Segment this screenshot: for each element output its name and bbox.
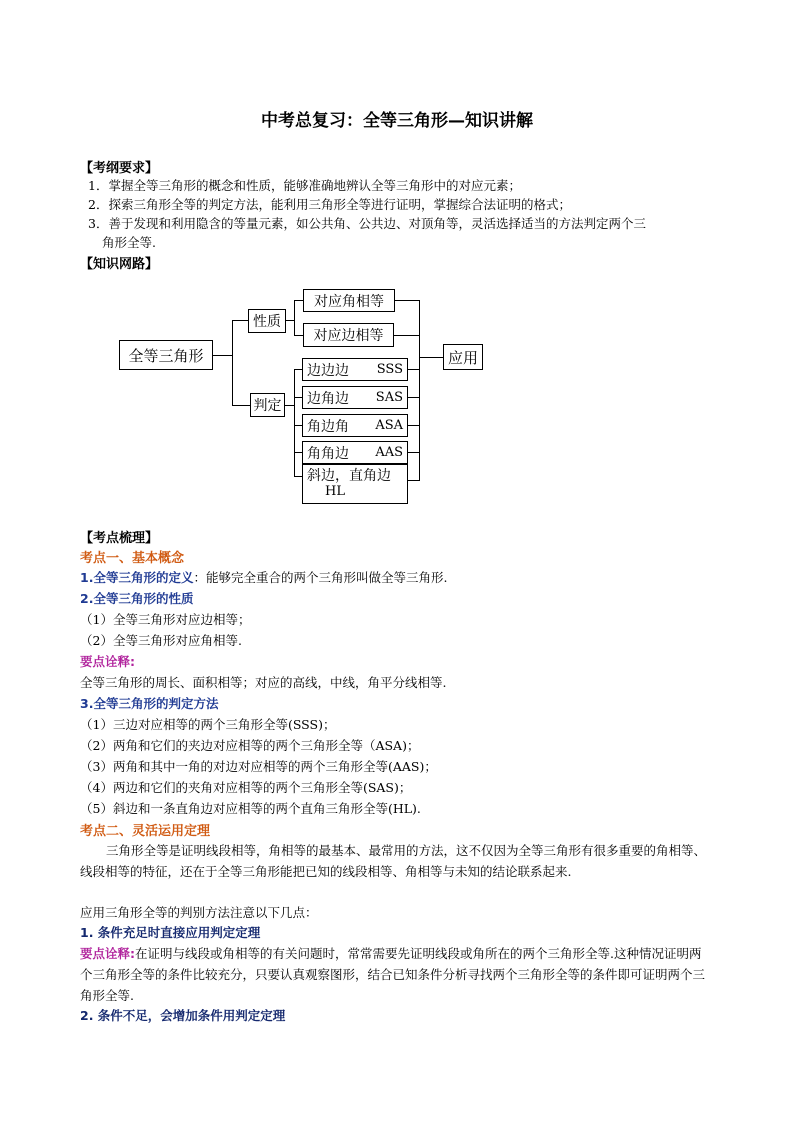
judge-item: （3）两角和其中一角的对边对应相等的两个三角形全等(AAS)； [80,759,437,774]
det-item-box [302,441,408,464]
det-item-code: ASA [375,418,403,433]
connector [419,357,443,358]
section-network: 【知识网路】 [80,257,159,272]
prop-item-box: 对应边相等 [303,323,394,347]
connector [285,405,294,406]
det-item-label: 边角边 [307,390,349,407]
kp1-heading: 考点一、基本概念 [80,551,185,566]
connector [232,405,250,406]
kp2-item-1: 1. 条件充足时直接应用判定定理 [80,925,261,940]
det-item-code: HL [325,484,345,499]
section-syllabus: 【考纲要求】 [80,161,159,176]
connector [232,320,248,321]
det-item-label: 斜边，直角边 [307,468,391,484]
connector [419,300,420,481]
det-item-label: 角边角 [307,418,349,435]
kp2-heading: 考点二、灵活运用定理 [80,824,211,839]
connector [294,369,302,370]
judge-heading: 3.全等三角形的判定方法 [80,696,219,711]
judge-item: （5）斜边和一条直角边对应相等的两个直角三角形全等(HL). [80,801,421,816]
connector [294,300,303,301]
connector [232,320,233,405]
judge-item: （1）三边对应相等的两个三角形全等(SSS)； [80,717,336,732]
connector [286,320,294,321]
definition-text: ：能够完全重合的两个三角形叫做全等三角形. [193,570,448,585]
kp2-note [80,943,712,1006]
note-label: 要点诠释: [80,946,135,961]
det-item-code: SAS [375,390,403,405]
connector [408,397,419,398]
det-item-code: SSS [376,362,403,377]
connector [213,355,232,356]
note-text: 在证明与线段或角相等的有关问题时，常常需要先证明线段或角所在的两个三角形全等.这种情况证明两个三角形全等的条件比较充分，只要认真观察图形，结合已知条件分析寻找两个三角形全等的条件即可证明两个三角形全等. [80,946,706,1003]
connector [395,300,419,301]
det-item-label: 角角边 [307,445,349,462]
prop-item-box: 对应角相等 [303,289,395,312]
connector [394,335,419,336]
det-item-box [302,386,408,409]
connector [294,335,303,336]
note-text: 全等三角形的周长、面积相等；对应的高线，中线，角平分线相等. [80,675,447,690]
requirement-3: 3．善于发现和利用隐含的等量元素，如公共角、公共边、对顶角等，灵活选择适当的方法判定两个三 [88,216,646,231]
apply-box: 应用 [443,344,483,370]
property-heading: 2.全等三角形的性质 [80,591,194,606]
property-item: （2）全等三角形对应角相等. [80,633,242,648]
connector [294,476,302,477]
definition-label: 1.全等三角形的定义 [80,570,194,585]
requirement-2: 2．探索三角形全等的判定方法，能利用三角形全等进行证明，掌握综合法证明的格式； [88,197,571,212]
requirement-1: 1．掌握全等三角形的概念和性质，能够准确地辨认全等三角形中的对应元素； [88,178,521,193]
kp1-definition [80,568,447,586]
judge-item: （2）两角和它们的夹边对应相等的两个三角形全等（ASA)； [80,738,420,753]
section-points: 【考点梳理】 [80,531,159,546]
connector [408,425,419,426]
connector [408,480,419,481]
connector [294,300,295,335]
property-item: （1）全等三角形对应边相等； [80,612,251,627]
kp2-paragraph-2: 应用三角形全等的判别方法注意以下几点： [80,905,318,920]
det-item-box [302,358,408,381]
det-item-box [302,464,408,504]
det-item-label: 边边边 [307,362,349,379]
connector [294,369,295,476]
determine-box: 判定 [250,393,285,417]
connector [294,397,302,398]
connector [294,452,302,453]
connector [408,452,419,453]
det-item-code: AAS [375,445,403,460]
kp2-paragraph: 三角形全等是证明线段相等，角相等的最基本、最常用的方法，这不仅因为全等三角形有很多重要的角相等、线段相等的特征，还在于全等三角形能把已知的线段相等、角相等与未知的结论联系起来. [80,843,707,879]
connector [408,369,419,370]
root-box: 全等三角形 [119,340,213,370]
page-title: 中考总复习：全等三角形—知识讲解 [261,111,533,131]
det-item-box [302,414,408,437]
note-label: 要点诠释: [80,654,135,669]
connector [294,425,302,426]
judge-item: （4）两边和它们的夹角对应相等的两个三角形全等(SAS)； [80,780,412,795]
property-box: 性质 [248,309,286,333]
requirement-3-cont: 角形全等. [102,235,156,250]
kp2-item-2: 2. 条件不足，会增加条件用判定定理 [80,1008,286,1023]
